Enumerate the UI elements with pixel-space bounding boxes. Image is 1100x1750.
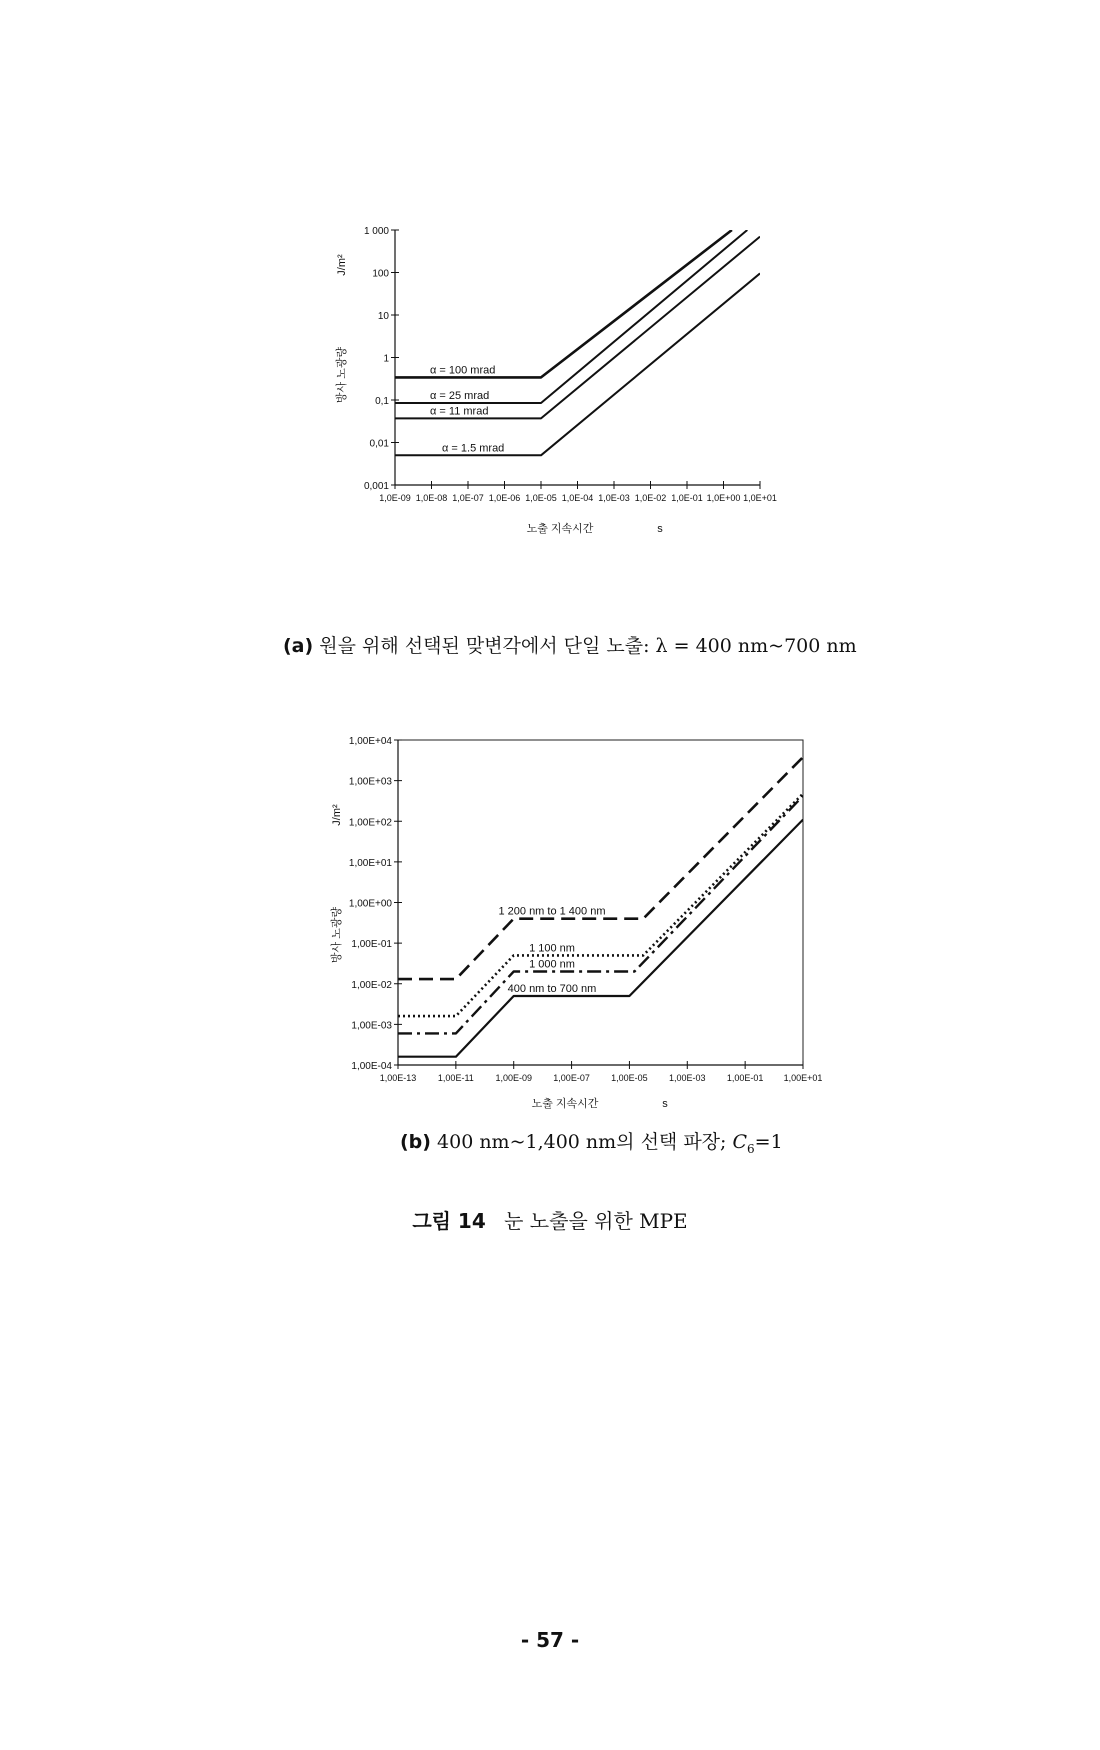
x-tick-label: 1,00E-13	[379, 1073, 417, 1083]
series-label-1: α = 100 mrad	[430, 364, 496, 377]
x-tick-label: 1,0E-04	[561, 493, 594, 503]
caption-a-marker: (a)	[283, 635, 314, 657]
x-tick-label: 1,0E-02	[634, 493, 667, 503]
x-tick-label: 1,00E-11	[437, 1073, 474, 1083]
x-tick-label: 1,0E-07	[452, 493, 484, 503]
y-tick-label: 1,00E+04	[348, 736, 392, 747]
series-line-4	[398, 820, 803, 1057]
x-tick-label: 1,0E-05	[525, 493, 557, 503]
x-tick-label: 1,0E-06	[488, 493, 521, 503]
y-tick-label: 1,00E+03	[348, 776, 392, 788]
series-label-1: 1 200 nm to 1 400 nm	[498, 905, 606, 918]
caption-b-text: 400 nm~1,400 nm의 선택 파장;	[437, 1131, 727, 1153]
caption-b-marker: (b)	[400, 1131, 431, 1153]
series-line-1	[398, 757, 803, 979]
series-label-3: α = 11 mrad	[430, 405, 489, 418]
y-axis-unit: J/m²	[331, 804, 343, 826]
y-axis-unit: J/m²	[336, 254, 348, 276]
y-tick-label: 0,01	[369, 438, 389, 450]
figure-title-text: 눈 노출을 위한 MPE	[504, 1209, 688, 1233]
x-tick-label: 1,00E-03	[669, 1073, 706, 1083]
x-tick-label: 1,0E-01	[671, 493, 703, 503]
chart-b-exposure-vs-duration	[315, 720, 823, 1110]
chart-a-exposure-vs-duration	[320, 215, 790, 535]
series-label-4: 400 nm to 700 nm	[507, 982, 597, 995]
c6-subscript: 6	[747, 1141, 755, 1156]
y-tick-label: 1,00E+02	[348, 817, 392, 829]
caption-a	[283, 631, 857, 658]
x-tick-label: 1,0E-03	[598, 493, 630, 503]
y-tick-label: 1,00E+00	[348, 898, 392, 910]
y-tick-label: 1 000	[363, 226, 389, 237]
x-tick-label: 1,00E-09	[495, 1073, 532, 1083]
caption-a-text: 원을 위해 선택된 맞변각에서 단일 노출: λ = 400 nm~700 nm	[319, 635, 857, 657]
x-tick-label: 1,0E-08	[415, 493, 448, 503]
caption-b	[400, 1127, 783, 1156]
series-label-3: 1 000 nm	[529, 958, 575, 971]
c6-symbol: C	[732, 1131, 748, 1153]
series-label-2: 1 100 nm	[529, 942, 575, 955]
y-axis-label: 방사 노광량	[336, 346, 348, 404]
y-tick-label: 1	[383, 353, 389, 365]
y-tick-label: 0,001	[363, 481, 389, 492]
series-group	[395, 230, 760, 455]
caption-b-c6	[732, 1131, 755, 1156]
x-tick-label: 1,0E+01	[743, 493, 777, 503]
c6-value: =1	[754, 1131, 783, 1153]
y-axis-label: 방사 노광량	[331, 906, 343, 964]
figure-title	[0, 1205, 1100, 1234]
x-axis-unit: s	[657, 523, 663, 535]
x-axis-label: 노출 지속시간	[531, 1098, 599, 1110]
y-tick-label: 1,00E-03	[351, 1020, 392, 1032]
x-tick-label: 1,00E-07	[553, 1073, 590, 1083]
series-label-4: α = 1.5 mrad	[442, 442, 505, 455]
x-tick-label: 1,00E+01	[783, 1073, 823, 1083]
y-tick-label: 0,1	[375, 396, 389, 407]
y-tick-label: 1,00E-04	[351, 1061, 392, 1072]
figure-number: 그림 14	[412, 1209, 486, 1233]
x-tick-label: 1,00E-01	[726, 1073, 764, 1083]
series-label-2: α = 25 mrad	[430, 389, 490, 402]
x-tick-label: 1,00E-05	[611, 1073, 648, 1083]
y-tick-label: 1,00E-01	[351, 939, 392, 951]
page-number: - 57 -	[520, 1628, 580, 1652]
y-tick-label: 100	[372, 268, 389, 280]
y-tick-label: 1,00E-02	[351, 979, 392, 991]
x-axis-label: 노출 지속시간	[526, 523, 594, 535]
x-tick-label: 1,0E-09	[379, 493, 411, 503]
x-axis-unit: s	[662, 1098, 668, 1110]
series-line-1	[395, 230, 732, 377]
x-tick-label: 1,0E+00	[706, 493, 741, 503]
y-tick-label: 10	[377, 311, 389, 322]
y-tick-label: 1,00E+01	[348, 857, 392, 869]
plot-frame	[398, 740, 803, 1065]
